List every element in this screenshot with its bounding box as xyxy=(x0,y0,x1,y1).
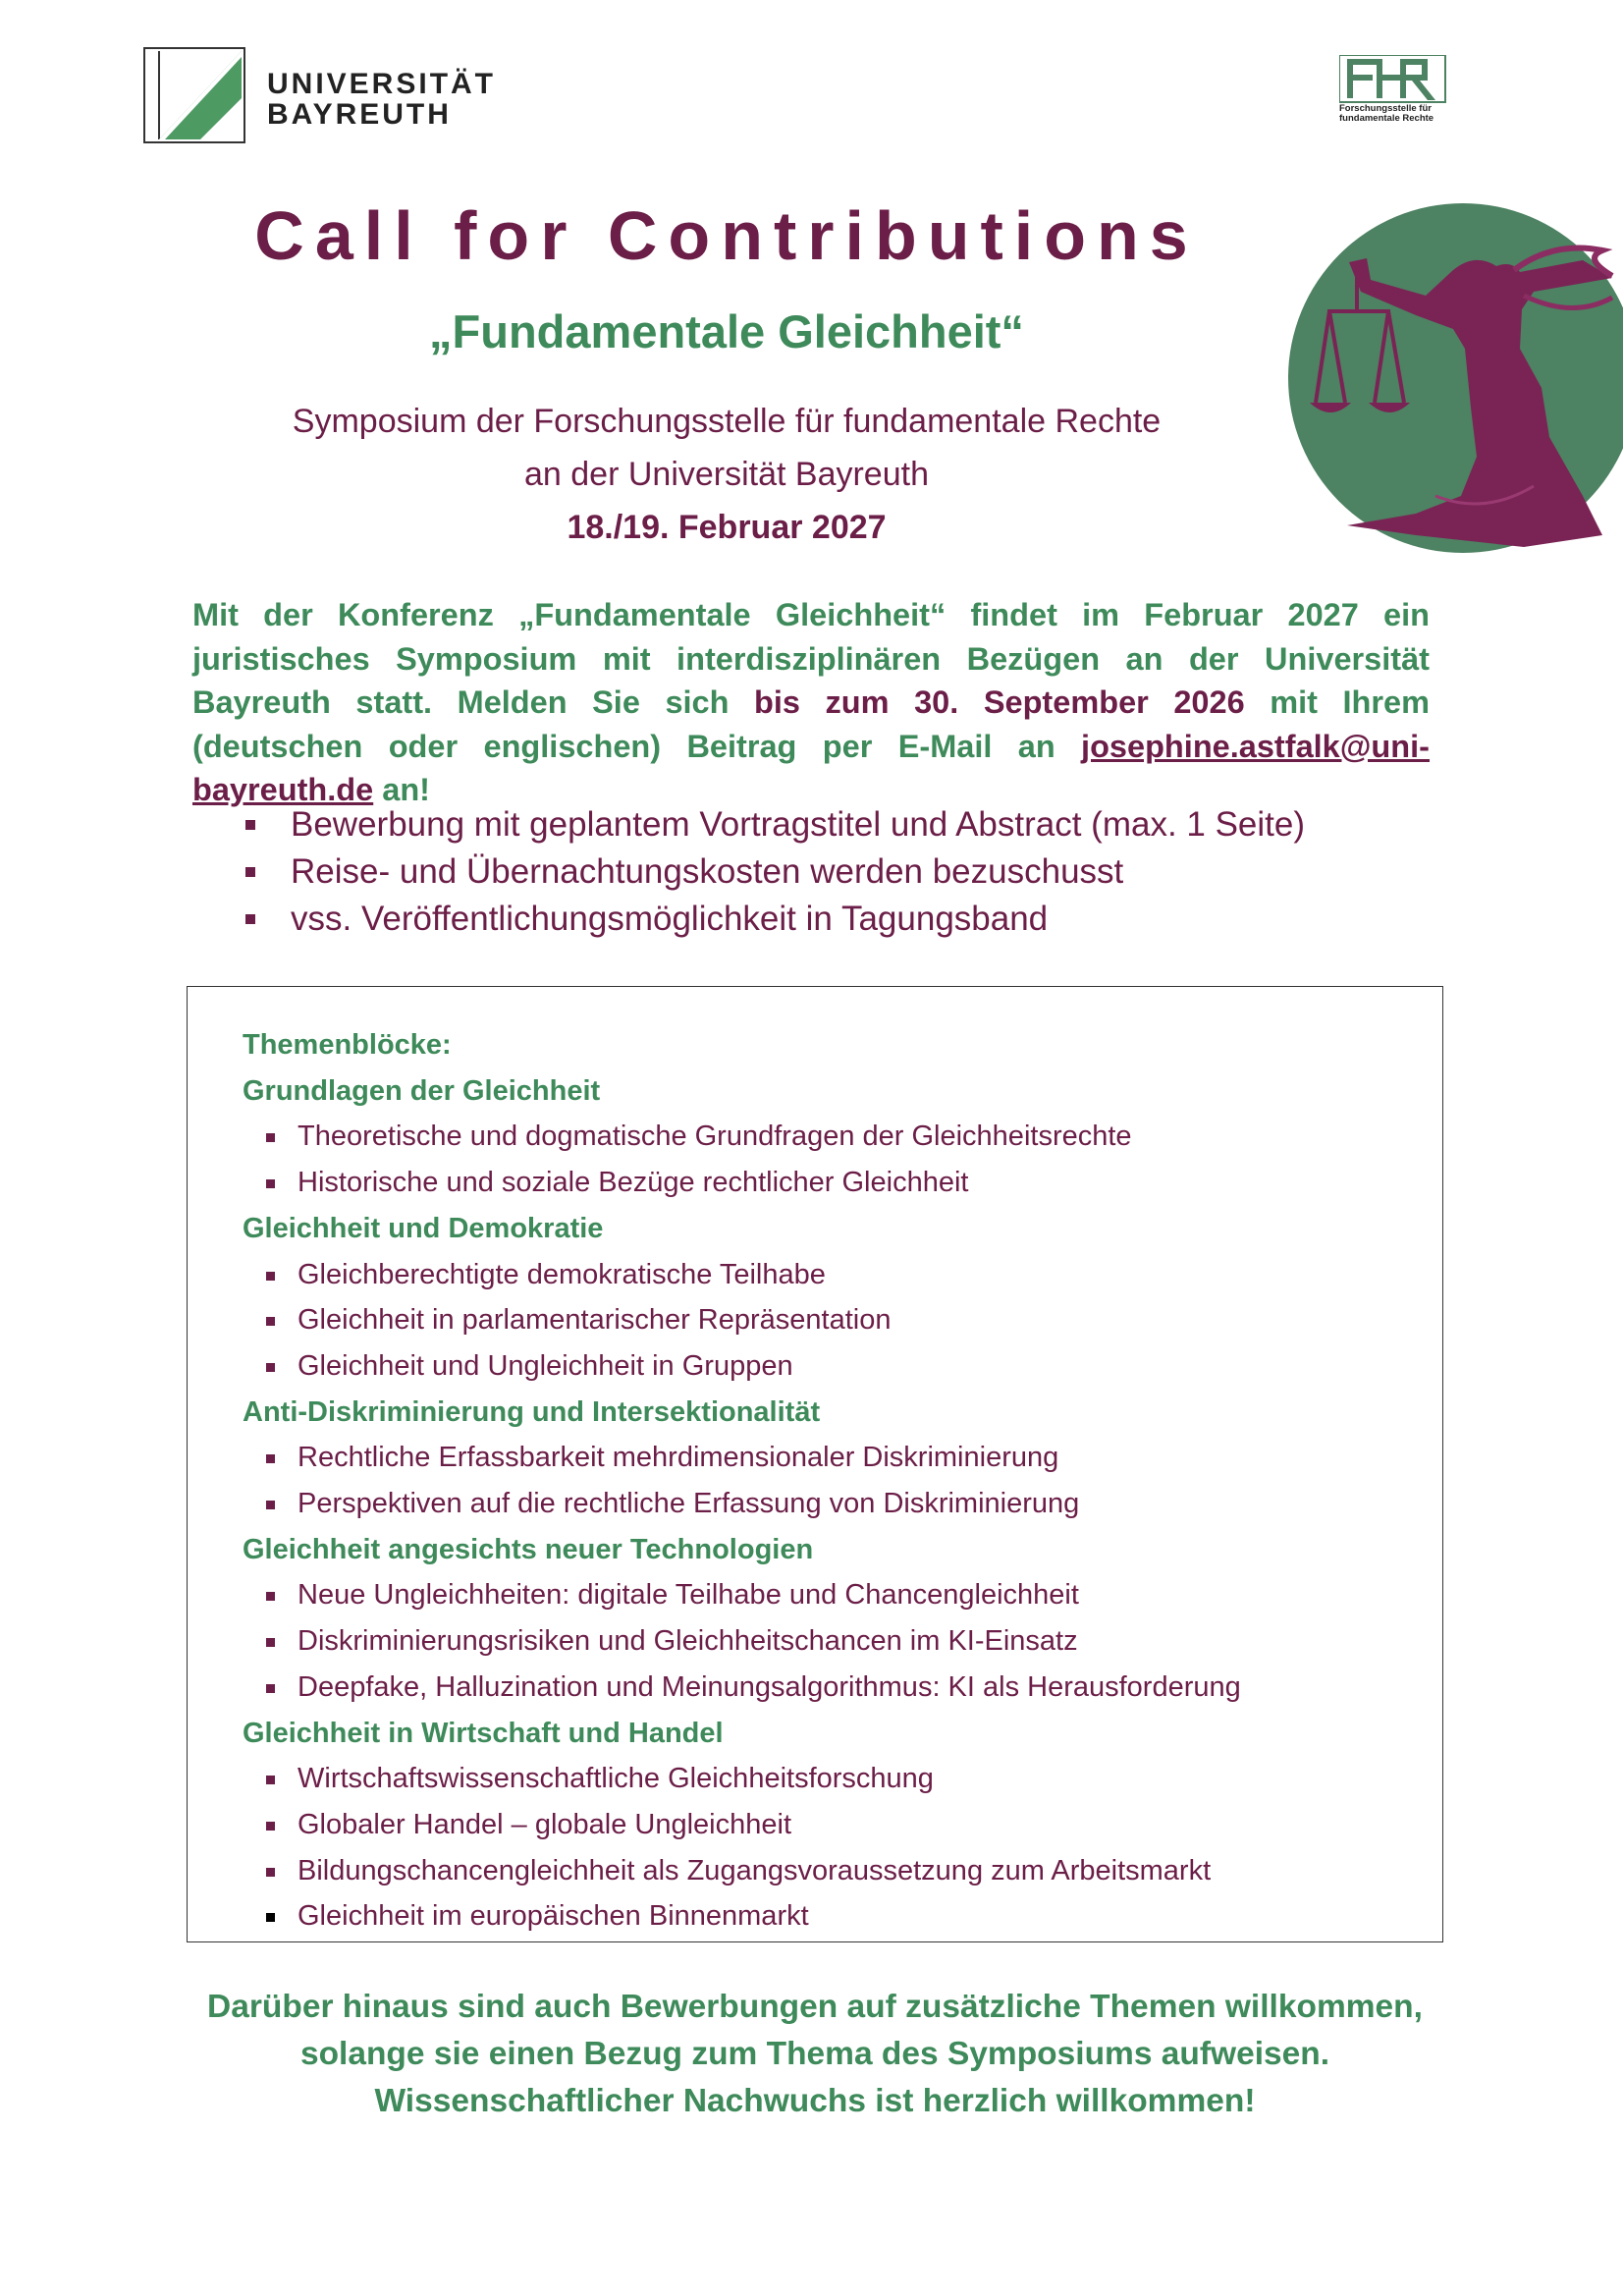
page-title: Call for Contributions xyxy=(254,197,1199,274)
topic-block-title: Gleichheit angesichts neuer Technologien xyxy=(243,1533,814,1565)
topic-item: Bildungschancengleichheit als Zugangsvoraussetzung zum Arbeitsmarkt xyxy=(243,1848,1401,1894)
closing-note xyxy=(98,1984,1532,2125)
topic-item: Historische und soziale Bezüge rechtlicher Gleichheit xyxy=(243,1160,1401,1206)
topic-item: Diskriminierungsrisiken und Gleichheitschancen im KI-Einsatz xyxy=(243,1618,1401,1665)
closing-line-1: Darüber hinaus sind auch Bewerbungen auf zusätzliche Themen willkommen, xyxy=(207,1989,1423,2025)
ffr-logo-caption xyxy=(1339,104,1447,124)
topics-heading: Themenblöcke: xyxy=(243,1029,452,1061)
topic-item: Neue Ungleichheiten: digitale Teilhabe und Chancengleichheit xyxy=(243,1572,1401,1618)
topic-item: Perspektiven auf die rechtliche Erfassung von Diskriminierung xyxy=(243,1481,1401,1527)
university-logo-mark xyxy=(143,47,245,143)
topic-item: Theoretische und dogmatische Grundfragen der Gleichheitsrechte xyxy=(243,1114,1401,1160)
topic-item: Gleichheit und Ungleichheit in Gruppen xyxy=(243,1343,1401,1390)
topic-item: Deepfake, Halluzination und Meinungsalgorithmus: KI als Herausforderung xyxy=(243,1665,1401,1711)
deadline-text: bis zum 30. September 2026 xyxy=(754,684,1245,720)
email-link[interactable]: josephine.astfalk@uni-bayreuth.de xyxy=(192,728,1430,807)
intro-text-2: mit Ihrem (deutschen oder englischen) Beitrag per E-Mail an xyxy=(192,684,1431,764)
topic-item: Rechtliche Erfassbarkeit mehrdimensionaler Diskriminierung xyxy=(243,1435,1401,1481)
university-logo-line2: BAYREUTH xyxy=(267,98,452,131)
topic-block-title: Anti-Diskriminierung und Intersektionalität xyxy=(243,1395,821,1428)
intro-text-3: an! xyxy=(373,772,430,807)
info-bullet-list xyxy=(242,801,1420,943)
topic-item: Gleichheit im europäischen Binnenmarkt xyxy=(243,1893,1401,1940)
event-date: 18./19. Februar 2027 xyxy=(567,509,887,546)
closing-line-2: solange sie einen Bezug zum Thema des Symposiums aufweisen. xyxy=(299,2036,1330,2072)
info-bullet: Bewerbung mit geplantem Vortragstitel und Abstract (max. 1 Seite) xyxy=(242,801,1420,848)
topic-block-title: Grundlagen der Gleichheit xyxy=(243,1074,601,1107)
topic-item: Gleichberechtigte demokratische Teilhabe xyxy=(243,1252,1401,1298)
topic-block-title: Gleichheit und Demokratie xyxy=(243,1212,604,1244)
university-logo-line1: UNIVERSITÄT xyxy=(267,68,497,100)
topic-item: Globaler Handel – globale Ungleichheit xyxy=(243,1802,1401,1848)
ffr-logo xyxy=(1339,55,1447,137)
university-logo-text xyxy=(267,69,496,130)
info-bullet: Reise- und Übernachtungskosten werden bezuschusst xyxy=(242,848,1420,896)
ffr-caption-line1: Forschungsstelle für xyxy=(1339,103,1432,114)
ffr-logo-mark xyxy=(1339,55,1447,104)
ffr-caption-line2: fundamentale Rechte xyxy=(1339,113,1434,124)
page-subtitle: „Fundamentale Gleichheit“ xyxy=(429,305,1024,357)
intro-paragraph xyxy=(192,593,1430,812)
symposium-line-1: Symposium der Forschungsstelle für fundamentale Rechte xyxy=(292,403,1162,440)
topics-box xyxy=(187,986,1443,1942)
intro-text-1: Mit der Konferenz „Fundamentale Gleichheit“ findet im Februar 2027 ein juristisches Symposium mit interdisziplinären Bezügen an der Universität Bayreuth statt. Melden Sie sich xyxy=(192,597,1430,720)
closing-line-3: Wissenschaftlicher Nachwuchs ist herzlich willkommen! xyxy=(374,2083,1256,2119)
topic-block-title: Gleichheit in Wirtschaft und Handel xyxy=(243,1717,724,1749)
topic-item: Gleichheit in parlamentarischer Repräsentation xyxy=(243,1297,1401,1343)
university-logo xyxy=(143,47,497,147)
topic-item: Wirtschaftswissenschaftliche Gleichheitsforschung xyxy=(243,1756,1401,1802)
topics-list xyxy=(243,1022,1401,1940)
info-bullet: vss. Veröffentlichungsmöglichkeit in Tagungsband xyxy=(242,896,1420,943)
symposium-line-2: an der Universität Bayreuth xyxy=(524,456,929,493)
